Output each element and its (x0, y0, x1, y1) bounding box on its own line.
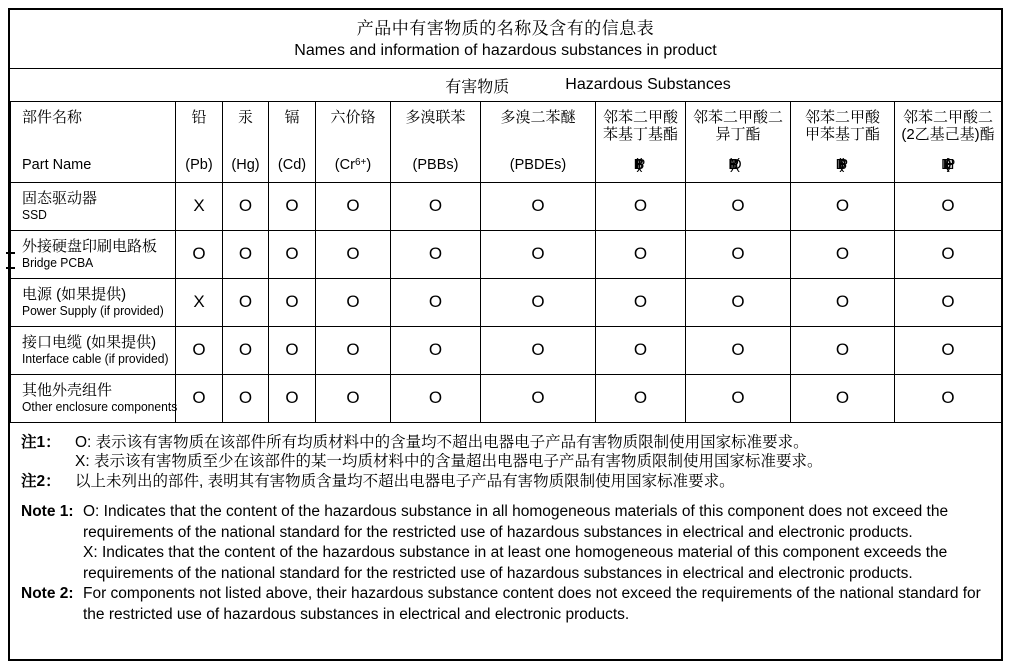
hazardous-substances-table (8, 8, 1003, 661)
value-cell: O (316, 230, 391, 278)
value-cell: O (596, 326, 686, 374)
value-cell: X (176, 182, 223, 230)
lead-abbr: (Pb) (185, 156, 213, 173)
note1-zh-circle: O: 表示该有害物质在该部件所有均质材料中的含量均不超出电器电子产品有害物质限制使用国家标准要求。 (75, 433, 809, 451)
part-name-header-zh: 部件名称 (22, 109, 83, 126)
value-cell: O (481, 278, 596, 326)
note2-en (21, 584, 985, 625)
column-header-dehp: 邻苯二甲酸二 (2乙基己基)酯 (895, 102, 1002, 182)
value-cell: O (791, 374, 895, 422)
column-header-mercury (223, 102, 269, 182)
part-name-header (11, 102, 176, 182)
part-name-header-en: Part Name (22, 156, 92, 173)
notes-section (10, 423, 1001, 626)
part-name-cell: 电源 (如果提供) Power Supply (if provided) (11, 278, 176, 326)
table-title-zh: 产品中有害物质的名称及含有的信息表 (356, 19, 655, 38)
value-cell: O (176, 326, 223, 374)
value-cell: O (269, 374, 316, 422)
part-name-cell: 其他外壳组件 Other enclosure components (11, 374, 176, 422)
note2-en-text: For components not listed above, their hazardous substance content does not exceed the requirements of the national standard for the restricted use of hazardous substances in electrical and electronic products. (83, 585, 981, 623)
value-cell: O (895, 374, 1002, 422)
value-cell: O (895, 230, 1002, 278)
value-cell: O (316, 278, 391, 326)
value-cell: O (391, 230, 481, 278)
note1-en-circle: O: Indicates that the content of the hazardous substance in all homogeneous materials of this component does not exceed the requirements of the national standard for the restricted use of hazardous substances in electrical and electronic products. (83, 503, 949, 541)
value-cell: O (391, 326, 481, 374)
value-cell: O (596, 374, 686, 422)
table-row-bridge-pcba (11, 230, 1002, 278)
value-cell: O (176, 230, 223, 278)
value-cell: O (269, 278, 316, 326)
table-row-interface-cable (11, 326, 1002, 374)
value-cell: O (481, 230, 596, 278)
pbdes-abbr: (PBDEs) (509, 156, 567, 173)
value-cell: O (791, 182, 895, 230)
value-cell: O (223, 374, 269, 422)
column-header-pbbs (391, 102, 481, 182)
value-cell: O (391, 374, 481, 422)
chromium-abbr: $(Cr^{6+})$ (334, 156, 372, 173)
table-title-en: Names and information of hazardous substances in product (294, 42, 717, 59)
value-cell: O (316, 326, 391, 374)
value-cell: O (895, 278, 1002, 326)
column-header-row (11, 102, 1002, 182)
pbdes-zh: 多溴二苯醚 (500, 109, 576, 126)
value-cell: O (596, 278, 686, 326)
column-header-bbp: 邻苯二甲酸 苯基丁基酯 (596, 102, 686, 182)
value-cell: O (686, 278, 791, 326)
value-cell: O (316, 374, 391, 422)
mercury-abbr: (Hg) (231, 156, 260, 173)
part-name-cell: 固态驱动器 SSD (11, 182, 176, 230)
value-cell: O (791, 326, 895, 374)
table-row-other-enclosure (11, 374, 1002, 422)
value-cell: O (391, 182, 481, 230)
note1-en (21, 502, 985, 584)
value-cell: O (176, 374, 223, 422)
value-cell: O (223, 230, 269, 278)
value-cell: O (223, 182, 269, 230)
note1-en-label: Note 1: (21, 503, 74, 520)
value-cell: O (391, 278, 481, 326)
note2-zh-label: 注2： (21, 472, 61, 490)
value-cell: O (596, 230, 686, 278)
notes-chinese (21, 433, 985, 492)
column-header-pbdes (481, 102, 596, 182)
value-cell: O (596, 182, 686, 230)
column-header-lead (176, 102, 223, 182)
value-cell: O (481, 182, 596, 230)
part-name-cell: 外接硬盘印刷电路板 Bridge PCBA (11, 230, 176, 278)
pbbs-abbr: (PBBs) (412, 156, 459, 173)
cadmium-abbr: (Cd) (277, 156, 307, 173)
column-header-dibp: 邻苯二甲酸二 异丁酯 (686, 102, 791, 182)
value-cell: O (686, 326, 791, 374)
lead-zh: 铅 (191, 109, 207, 126)
table-title-block (10, 10, 1001, 69)
substance-grid (10, 102, 1002, 423)
value-cell: O (686, 230, 791, 278)
note1-zh (21, 433, 985, 472)
column-header-cadmium (269, 102, 316, 182)
note1-zh-label: 注1： (21, 433, 61, 451)
note2-zh-text: 以上未列出的部件, 表明其有害物质含量均不超出电器电子产品有害物质限制使用国家标准要求。 (75, 472, 735, 490)
note1-en-x: X: Indicates that the content of the hazardous substance in at least one homogeneous material of this component exceeds the requirements of the national standard for the restricted use of hazardous substances in electrical and electronic products. (83, 544, 948, 582)
value-cell: O (223, 278, 269, 326)
value-cell: O (481, 326, 596, 374)
group-header-en: Hazardous Substances (565, 76, 731, 93)
group-header-zh: 有害物质 (445, 78, 510, 96)
note1-zh-x: X: 表示该有害物质至少在该部件的某一均质材料中的含量超出电器电子产品有害物质限制使用国家标准要求。 (75, 453, 823, 470)
column-header-dbp: 邻苯二甲酸 甲苯基丁酯 (791, 102, 895, 182)
table-row-ssd (11, 182, 1002, 230)
part-name-cell: 接口电缆 (如果提供) Interface cable (if provided) (11, 326, 176, 374)
note2-en-label: Note 2: (21, 585, 74, 602)
value-cell: O (895, 326, 1002, 374)
value-cell: O (481, 374, 596, 422)
text-cursor-icon (6, 252, 15, 269)
notes-english (21, 502, 985, 625)
value-cell: O (686, 182, 791, 230)
value-cell: O (316, 182, 391, 230)
column-header-hexavalent-chromium (316, 102, 391, 182)
note2-zh (21, 472, 985, 492)
value-cell: O (223, 326, 269, 374)
value-cell: O (269, 230, 316, 278)
value-cell: X (176, 278, 223, 326)
mercury-zh: 汞 (237, 109, 253, 126)
value-cell: O (791, 230, 895, 278)
group-header-row (10, 69, 1001, 102)
pbbs-zh: 多溴联苯 (405, 109, 466, 126)
value-cell: O (269, 326, 316, 374)
value-cell: O (895, 182, 1002, 230)
value-cell: O (269, 182, 316, 230)
value-cell: O (686, 374, 791, 422)
table-row-power-supply (11, 278, 1002, 326)
value-cell: O (791, 278, 895, 326)
cadmium-zh: 镉 (284, 109, 300, 126)
chromium-zh: 六价铬 (330, 109, 376, 126)
